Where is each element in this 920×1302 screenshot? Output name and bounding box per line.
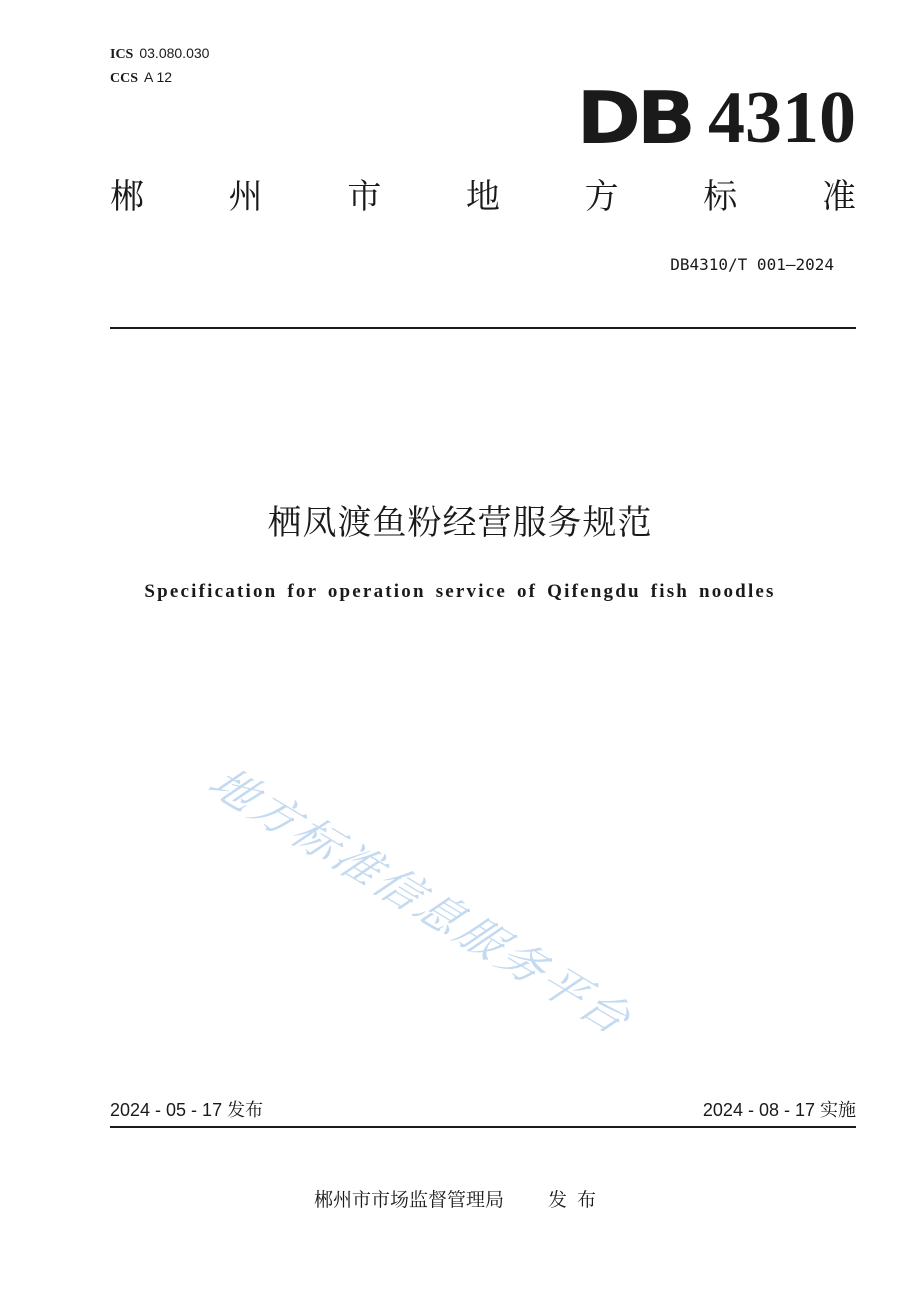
bottom-divider xyxy=(110,1126,856,1128)
standard-type-heading xyxy=(110,174,856,220)
publisher-name: 郴州市市场监督管理局 xyxy=(313,1189,504,1211)
standard-type-char: 方 xyxy=(584,177,619,217)
publish-action: 发布 xyxy=(548,1189,607,1211)
ccs-classification xyxy=(110,68,172,88)
ccs-label: CCS xyxy=(110,71,139,86)
standard-type-char: 准 xyxy=(821,177,856,217)
db-region-number: 4310 xyxy=(708,77,856,159)
title-chinese: 栖凤渡鱼粉经营服务规范 xyxy=(267,503,653,543)
ics-label: ICS xyxy=(110,47,134,62)
implementation-date: 2024 - 08 - 17 实施 xyxy=(702,1100,856,1120)
standard-type-char: 标 xyxy=(703,177,738,217)
standard-type-char: 市 xyxy=(347,177,382,217)
ics-value: 03.080.030 xyxy=(139,45,210,61)
title-english: Specification for operation service of Qifengdu fish noodles xyxy=(144,581,776,602)
top-divider xyxy=(110,327,856,329)
ccs-value: A 12 xyxy=(144,69,173,85)
watermark: 地方标准信息服务平台 xyxy=(197,759,645,1045)
standard-type-char: 地 xyxy=(465,177,500,217)
ics-classification xyxy=(110,44,209,64)
issue-date: 2024 - 05 - 17 发布 xyxy=(110,1100,264,1120)
standard-type-char: 郴 xyxy=(110,177,144,217)
db-standard-mark xyxy=(576,74,856,160)
db-letters: DB xyxy=(576,76,692,160)
publisher-line xyxy=(0,1187,920,1213)
standard-code: DB4310/T 001—2024 xyxy=(670,255,834,274)
standard-type-char: 州 xyxy=(228,177,263,217)
